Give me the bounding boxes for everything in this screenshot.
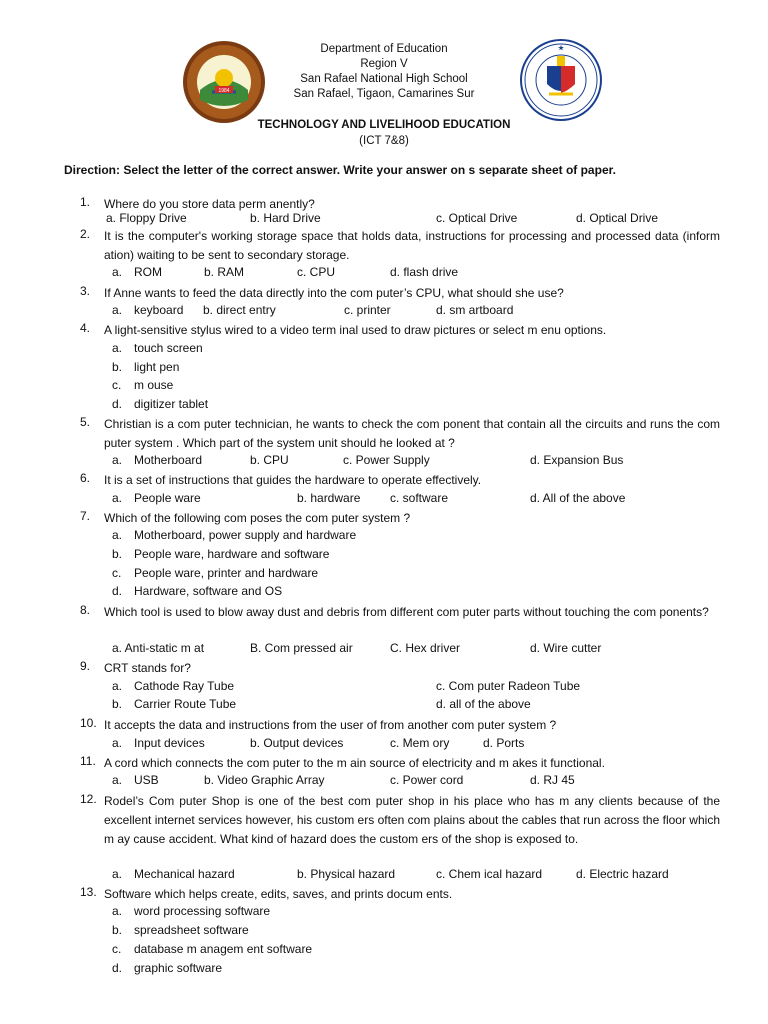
option: d. sm artboard bbox=[436, 303, 514, 317]
option: d. all of the above bbox=[436, 697, 531, 711]
option-letter: a. bbox=[112, 773, 123, 787]
options-row bbox=[0, 265, 768, 284]
question-number: 13. bbox=[80, 885, 97, 899]
options-row bbox=[0, 303, 768, 322]
option: d. RJ 45 bbox=[530, 773, 575, 787]
list-item bbox=[0, 904, 768, 923]
list-item bbox=[0, 923, 768, 942]
option: d. All of the above bbox=[530, 491, 626, 505]
options-row bbox=[0, 697, 768, 716]
option: b. Video Graphic Array bbox=[204, 773, 325, 787]
svg-text:★: ★ bbox=[558, 45, 564, 52]
question-text: It is a set of instructions that guides the hardware to operate effectively. bbox=[104, 473, 482, 487]
question-text: A light-sensitive stylus wired to a video term inal used to draw pictures or select m enu options. bbox=[104, 323, 607, 337]
question-number: 10. bbox=[80, 716, 97, 730]
option: C. Hex driver bbox=[390, 641, 461, 655]
option: b. RAM bbox=[204, 265, 245, 279]
question-text: Software which helps create, edits, saves, and prints docum ents. bbox=[104, 887, 453, 901]
option: graphic software bbox=[134, 961, 223, 975]
option: Motherboard bbox=[134, 453, 203, 467]
question-number: 12. bbox=[80, 792, 97, 806]
option: database m anagem ent software bbox=[134, 942, 313, 956]
option: b. Output devices bbox=[250, 736, 344, 750]
option-letter: c. bbox=[112, 378, 122, 392]
option: Hardware, software and OS bbox=[134, 584, 283, 598]
page-title: TECHNOLOGY AND LIVELIHOOD EDUCATION bbox=[257, 119, 511, 131]
school-header bbox=[0, 42, 768, 102]
options-row bbox=[0, 867, 768, 886]
option: Cathode Ray Tube bbox=[134, 679, 235, 693]
option: d. Wire cutter bbox=[530, 641, 602, 655]
option: c. Mem ory bbox=[390, 736, 450, 750]
options-row bbox=[0, 491, 768, 510]
option: keyboard bbox=[134, 303, 184, 317]
option-letter: a. bbox=[112, 904, 123, 918]
list-item bbox=[0, 584, 768, 603]
option: b. CPU bbox=[250, 453, 289, 467]
option-letter: a. bbox=[112, 528, 123, 542]
option-letter: c. bbox=[112, 942, 122, 956]
question-number: 7. bbox=[80, 509, 91, 523]
question-text: A cord which connects the com puter to the m ain source of electricity and m akes it functional. bbox=[104, 756, 605, 770]
option: a. Anti-static m at bbox=[112, 641, 205, 655]
question-number: 2. bbox=[80, 227, 91, 241]
option: m ouse bbox=[134, 378, 174, 392]
option: c. Optical Drive bbox=[436, 211, 518, 225]
options-row bbox=[0, 679, 768, 698]
question-number: 9. bbox=[80, 659, 91, 673]
option: c. CPU bbox=[297, 265, 336, 279]
option: Input devices bbox=[134, 736, 205, 750]
option: People ware, hardware and software bbox=[134, 547, 330, 561]
question-number: 11. bbox=[80, 754, 96, 768]
option: word processing software bbox=[134, 904, 271, 918]
question-number: 3. bbox=[80, 284, 91, 298]
list-item bbox=[0, 378, 768, 397]
option: light pen bbox=[134, 360, 180, 374]
question-text: If Anne wants to feed the data directly into the com puter’s CPU, what should she use? bbox=[104, 286, 564, 300]
option-letter: a. bbox=[112, 679, 123, 693]
option-letter: d. bbox=[112, 584, 123, 598]
option: c. Power cord bbox=[390, 773, 464, 787]
option: d. Electric hazard bbox=[576, 867, 669, 881]
option-letter: a. bbox=[112, 303, 123, 317]
option-letter: a. bbox=[112, 265, 123, 279]
option-letter: c. bbox=[112, 566, 122, 580]
option-letter: d. bbox=[112, 961, 123, 975]
question-text: CRT stands for? bbox=[104, 661, 191, 675]
option: c. software bbox=[390, 491, 449, 505]
question-text: Which of the following com poses the com puter system ? bbox=[104, 511, 411, 525]
options-row bbox=[0, 773, 768, 792]
option: touch screen bbox=[134, 341, 203, 355]
options-row bbox=[0, 641, 768, 660]
options-row bbox=[0, 453, 768, 472]
question-text: Rodel’s Com puter Shop is one of the best com puter shop in his place who has m any clients because of the excellent internet services however, his custom ers often com plains about the cables that run across the floor which m ay cause accident. What kind of hazard does the custom ers of the shop is exposed to. bbox=[104, 794, 720, 846]
option: B. Com pressed air bbox=[250, 641, 353, 655]
question-number: 8. bbox=[80, 603, 91, 617]
question-text: It accepts the data and instructions from the user of from another com puter system ? bbox=[104, 718, 557, 732]
option: c. printer bbox=[344, 303, 391, 317]
question-text: It is the computer's working storage space that holds data, instructions for processing and processed data (inform ation) waiting to be sent to secondary storage. bbox=[104, 229, 720, 262]
option: Motherboard, power supply and hardware bbox=[134, 528, 357, 542]
option: Mechanical hazard bbox=[134, 867, 235, 881]
option: USB bbox=[134, 773, 159, 787]
list-item bbox=[0, 547, 768, 566]
svg-text:1984: 1984 bbox=[218, 88, 230, 94]
list-item bbox=[0, 942, 768, 961]
option: c. Chem ical hazard bbox=[436, 867, 543, 881]
option: d. flash drive bbox=[390, 265, 459, 279]
option-letter: a. bbox=[112, 491, 123, 505]
option: b. Physical hazard bbox=[297, 867, 396, 881]
question-number: 1. bbox=[80, 195, 91, 209]
option: b. Hard Drive bbox=[250, 211, 321, 225]
option: spreadsheet software bbox=[134, 923, 249, 937]
option: People ware bbox=[134, 491, 201, 505]
options-row bbox=[0, 736, 768, 755]
list-item bbox=[0, 360, 768, 379]
list-item bbox=[0, 566, 768, 585]
list-item bbox=[0, 528, 768, 547]
option-letter: a. bbox=[112, 736, 123, 750]
option: digitizer tablet bbox=[134, 397, 209, 411]
directions-text: Direction: Select the letter of the correct answer. Write your answer on s separate sheet of paper. bbox=[64, 163, 616, 177]
option-letter: b. bbox=[112, 360, 123, 374]
option-letter: a. bbox=[112, 867, 123, 881]
header-line-3: San Rafael National High School bbox=[300, 73, 468, 85]
page-subtitle: (ICT 7&8) bbox=[359, 135, 409, 147]
question-number: 6. bbox=[80, 471, 91, 485]
option: c. Power Supply bbox=[343, 453, 430, 467]
option-letter: d. bbox=[112, 397, 123, 411]
option: Carrier Route Tube bbox=[134, 697, 237, 711]
option: d. Ports bbox=[483, 736, 525, 750]
option: b. direct entry bbox=[203, 303, 276, 317]
header-line-2: Region V bbox=[360, 58, 408, 70]
question-text: Where do you store data perm anently? bbox=[104, 197, 315, 211]
header-line-4: San Rafael, Tigaon, Camarines Sur bbox=[293, 88, 475, 100]
question-number: 4. bbox=[80, 321, 91, 335]
option-letter: b. bbox=[112, 547, 123, 561]
option: a. Floppy Drive bbox=[106, 211, 187, 225]
option-letter: a. bbox=[112, 453, 123, 467]
list-item bbox=[0, 397, 768, 416]
option-letter: b. bbox=[112, 923, 123, 937]
option: d. Expansion Bus bbox=[530, 453, 624, 467]
question-number: 5. bbox=[80, 415, 91, 429]
option: ROM bbox=[134, 265, 162, 279]
header-line-1: Department of Education bbox=[320, 43, 448, 55]
option: c. Com puter Radeon Tube bbox=[436, 679, 581, 693]
option-letter: b. bbox=[112, 697, 123, 711]
option-letter: a. bbox=[112, 341, 123, 355]
question-text: Christian is a com puter technician, he wants to check the com ponent that contain all the circuits and runs the com puter system . Which part of the system unit should he looked at ? bbox=[104, 417, 720, 450]
option: b. hardware bbox=[297, 491, 361, 505]
list-item bbox=[0, 341, 768, 360]
question-text: Which tool is used to blow away dust and debris from different com puter parts without touching the com ponents? bbox=[104, 605, 709, 619]
option: d. Optical Drive bbox=[576, 211, 659, 225]
list-item bbox=[0, 961, 768, 980]
option: People ware, printer and hardware bbox=[134, 566, 319, 580]
